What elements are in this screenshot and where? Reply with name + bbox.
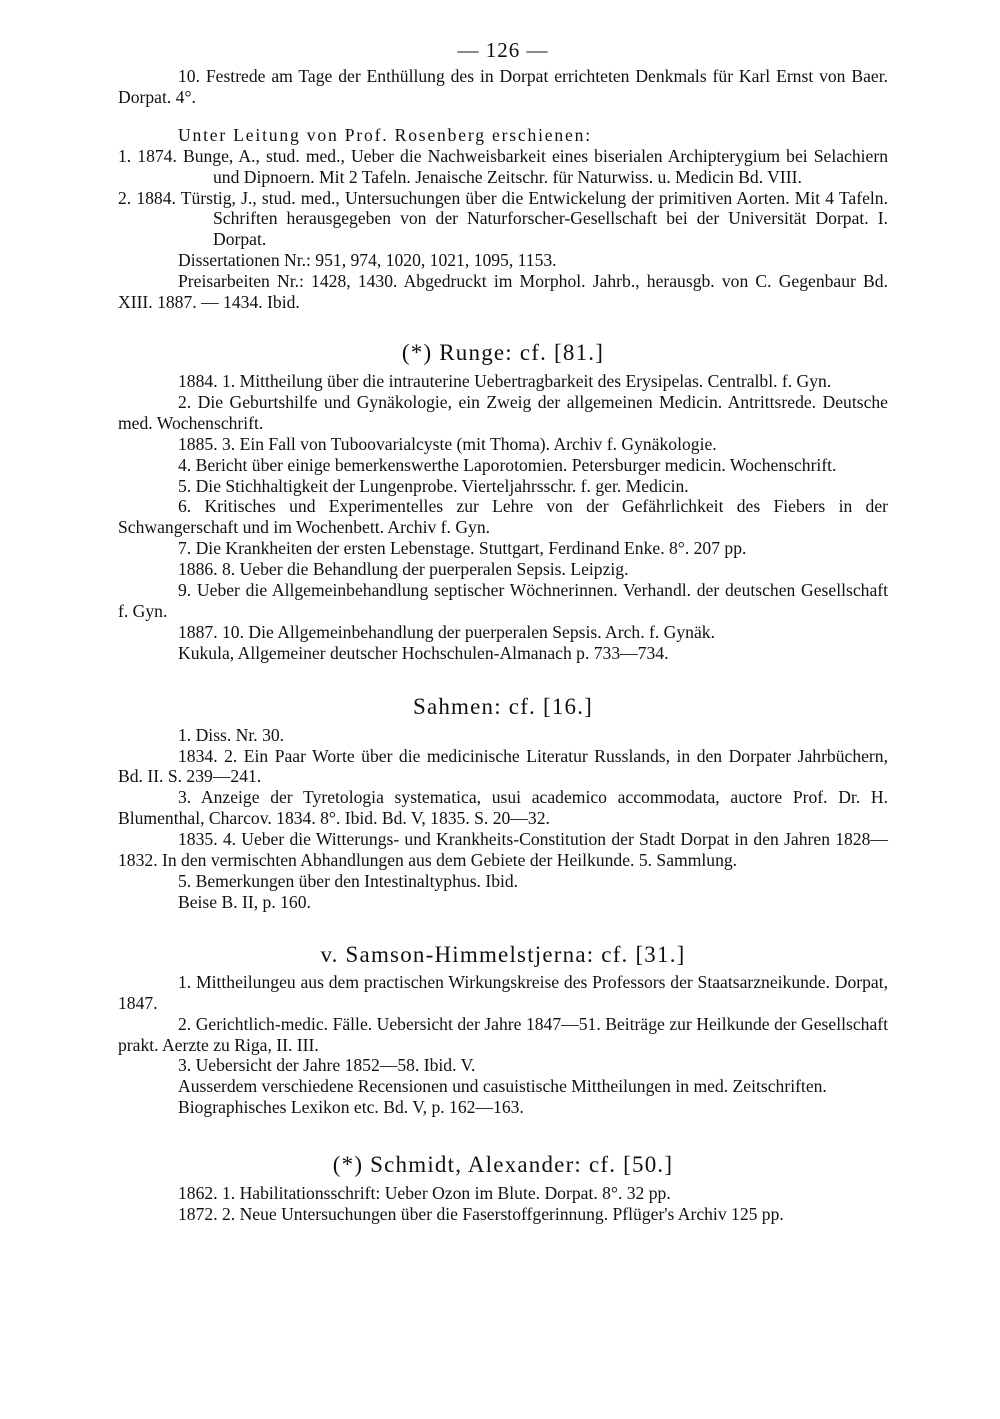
heading-samson: v. Samson-Himmelstjerna: cf. [31.] xyxy=(320,941,686,967)
entry-samson-extra: Ausserdem verschiedene Recensionen und casuistische Mittheilungen in med. Zeitschriften. xyxy=(178,1076,827,1097)
entry-runge-8: 1886. 8. Ueber die Behandlung der puerperalen Sepsis. Leipzig. xyxy=(178,559,629,580)
entry-sahmen-1: 1. Diss. Nr. 30. xyxy=(178,724,285,745)
section-intro-rosenberg: Unter Leitung von Prof. Rosenberg erschienen: xyxy=(178,124,592,145)
entry-sahmen-3: 3. Anzeige der Tyretologia systematica, usui academico accommodata, auctore Prof. Dr. H. Blumenthal, Charcov. 1834. 8°. Ibid. Bd. V, 1835. S. 20—32. xyxy=(118,787,888,829)
dissertationen-list: Dissertationen Nr.: 951, 974, 1020, 1021, 1095, 1153. xyxy=(178,250,557,271)
entry-tuerstig: 2. 1884. Türstig, J., stud. med., Untersuchungen über die Entwickelung der primitiven Aorten. Mit 4 Tafeln. Schriften herausgegeben von der Naturforscher-Gesellschaft bei der Universität Dorpat. I. Dorpat. xyxy=(118,187,888,250)
heading-sahmen: Sahmen: cf. [16.] xyxy=(412,693,594,719)
page-number: — 126 — xyxy=(457,38,549,62)
entry-runge-2: 2. Die Geburtshilfe und Gynäkologie, ein Zweig der allgemeinen Medicin. Antrittsrede. Deutsche med. Wochenschrift. xyxy=(118,391,888,433)
entry-schmidt-2: 1872. 2. Neue Untersuchungen über die Faserstoffgerinnung. Pflüger's Archiv 125 pp. xyxy=(178,1204,784,1225)
page-content xyxy=(118,34,888,1225)
entry-runge-5: 5. Die Stichhaltigkeit der Lungenprobe. Vierteljahrsschr. f. ger. Medicin. xyxy=(178,475,689,496)
heading-schmidt: (*) Schmidt, Alexander: cf. [50.] xyxy=(332,1152,674,1178)
entry-samson-2: 2. Gerichtlich-medic. Fälle. Uebersicht der Jahre 1847—51. Beiträge zur Heilkunde der Gesellschaft prakt. Aerzte zu Riga, II. III. xyxy=(118,1013,888,1055)
reference-beise: Beise B. II, p. 160. xyxy=(178,891,311,912)
entry-sahmen-2: 1834. 2. Ein Paar Worte über die medicinische Literatur Russlands, in den Dorpater Jahrbüchern, Bd. II. S. 239—241. xyxy=(118,745,888,787)
entry-runge-10: 1887. 10. Die Allgemeinbehandlung der puerperalen Sepsis. Arch. f. Gynäk. xyxy=(178,621,715,642)
entry-runge-7: 7. Die Krankheiten der ersten Lebenstage. Stuttgart, Ferdinand Enke. 8°. 207 pp. xyxy=(178,538,747,559)
entry-festrede: 10. Festrede am Tage der Enthüllung des in Dorpat errichteten Denkmals für Karl Ernst von Baer. Dorpat. 4°. xyxy=(118,66,888,107)
entry-runge-4: 4. Bericht über einige bemerkenswerthe Laporotomien. Petersburger medicin. Wochenschrift. xyxy=(178,454,837,475)
entry-runge-3: 1885. 3. Ein Fall von Tuboovarialcyste (mit Thoma). Archiv f. Gynäkologie. xyxy=(178,433,717,454)
entry-sahmen-4: 1835. 4. Ueber die Witterungs- und Krankheits-Constitution der Stadt Dorpat in den Jahren 1828—1832. In den vermischten Abhandlungen aus dem Gebiete der Heilkunde. 5. Sammlung. xyxy=(118,829,888,871)
reference-biographisches-lexikon: Biographisches Lexikon etc. Bd. V, p. 162—163. xyxy=(178,1097,524,1118)
entry-runge-6: 6. Kritisches und Experimentelles zur Lehre von der Gefährlichkeit des Fiebers in der Schwangerschaft und im Wochenbett. Archiv f. Gyn. xyxy=(118,496,888,538)
entry-runge-9: 9. Ueber die Allgemeinbehandlung septischer Wöchnerinnen. Verhandl. der deutschen Gesellschaft f. Gyn. xyxy=(118,580,888,621)
reference-kukula: Kukula, Allgemeiner deutscher Hochschulen-Almanach p. 733—734. xyxy=(178,642,669,663)
entry-runge-1: 1884. 1. Mittheilung über die intrauterine Uebertragbarkeit des Erysipelas. Centralbl. f. Gyn. xyxy=(178,370,832,391)
entry-samson-3: 3. Uebersicht der Jahre 1852—58. Ibid. V. xyxy=(178,1055,476,1076)
entry-samson-1: 1. Mittheilungeu aus dem practischen Wirkungskreise des Professors der Staatsarzneikunde. Dorpat, 1847. xyxy=(118,971,888,1013)
preisarbeiten-list: Preisarbeiten Nr.: 1428, 1430. Abgedruckt im Morphol. Jahrb., herausgb. von C. Gegenbaur Bd. XIII. 1887. — 1434. Ibid. xyxy=(118,271,888,313)
entry-schmidt-1: 1862. 1. Habilitationsschrift: Ueber Ozon im Blute. Dorpat. 8°. 32 pp. xyxy=(178,1183,671,1204)
entry-bunge: 1. 1874. Bunge, A., stud. med., Ueber die Nachweisbarkeit eines biserialen Archipterygium bei Selachiern und Dipnoern. Mit 2 Tafeln. Jenaische Zeitschr. für Naturwiss. u. Medicin Bd. VIII. xyxy=(118,145,888,187)
entry-sahmen-5: 5. Bemerkungen über den Intestinaltyphus. Ibid. xyxy=(178,871,519,891)
heading-runge: (*) Runge: cf. [81.] xyxy=(401,339,605,365)
